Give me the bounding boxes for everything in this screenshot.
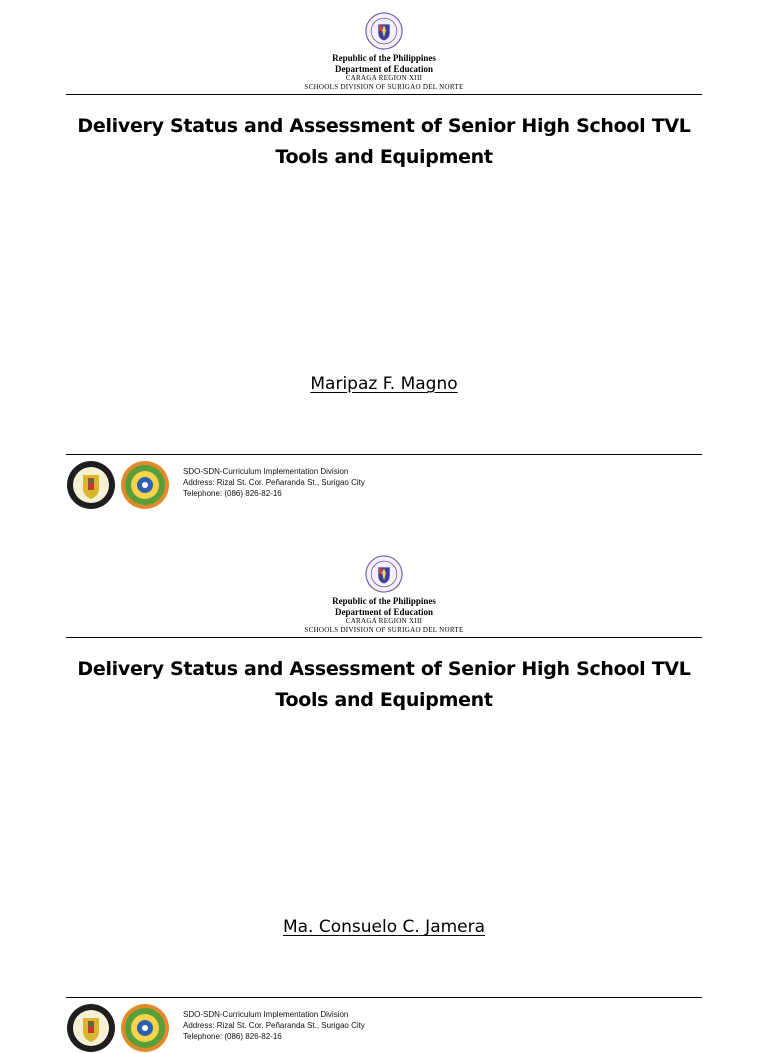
header-department: Department of Education [335,64,433,74]
header-region: CARAGA REGION XIII [345,617,423,625]
header-divider [66,637,702,638]
sdo-surigao-seal-icon [120,1003,170,1053]
footer-telephone: Telephone: (086) 826-82-16 [183,1032,282,1041]
header-republic: Republic of the Philippines [332,596,436,606]
author-name-text: Maripaz F. Magno [310,374,458,394]
footer-office: SDO-SDN-Curriculum Implementation Division [183,467,349,476]
header-division: SCHOOLS DIVISION OF SURIGAO DEL NORTE [304,626,464,634]
deped-division-seal-icon [66,460,116,510]
author-name-text: Ma. Consuelo C. Jamera [282,917,486,937]
footer-address: Address: Rizal St. Cor. Peñaranda St., Surigao City [183,478,365,487]
footer-address: Address: Rizal St. Cor. Peñaranda St., Surigao City [183,1021,365,1030]
author-name [0,374,768,394]
footer-divider [66,454,702,455]
footer-office: SDO-SDN-Curriculum Implementation Division [183,1010,349,1019]
header-republic: Republic of the Philippines [332,53,436,63]
header-department: Department of Education [335,607,433,617]
header-divider [66,94,702,95]
document-title: Delivery Status and Assessment of Senior High School TVL Tools and Equipment [77,658,691,711]
author-name [0,917,768,937]
header-region: CARAGA REGION XIII [345,74,423,82]
sdo-surigao-seal-icon [120,460,170,510]
footer-divider [66,997,702,998]
deped-division-seal-icon [66,1003,116,1053]
deped-seal-icon [365,555,403,593]
deped-seal-icon [365,12,403,50]
header-division: SCHOOLS DIVISION OF SURIGAO DEL NORTE [304,83,464,91]
document-title: Delivery Status and Assessment of Senior High School TVL Tools and Equipment [77,115,691,168]
footer-telephone: Telephone: (086) 826-82-16 [183,489,282,498]
